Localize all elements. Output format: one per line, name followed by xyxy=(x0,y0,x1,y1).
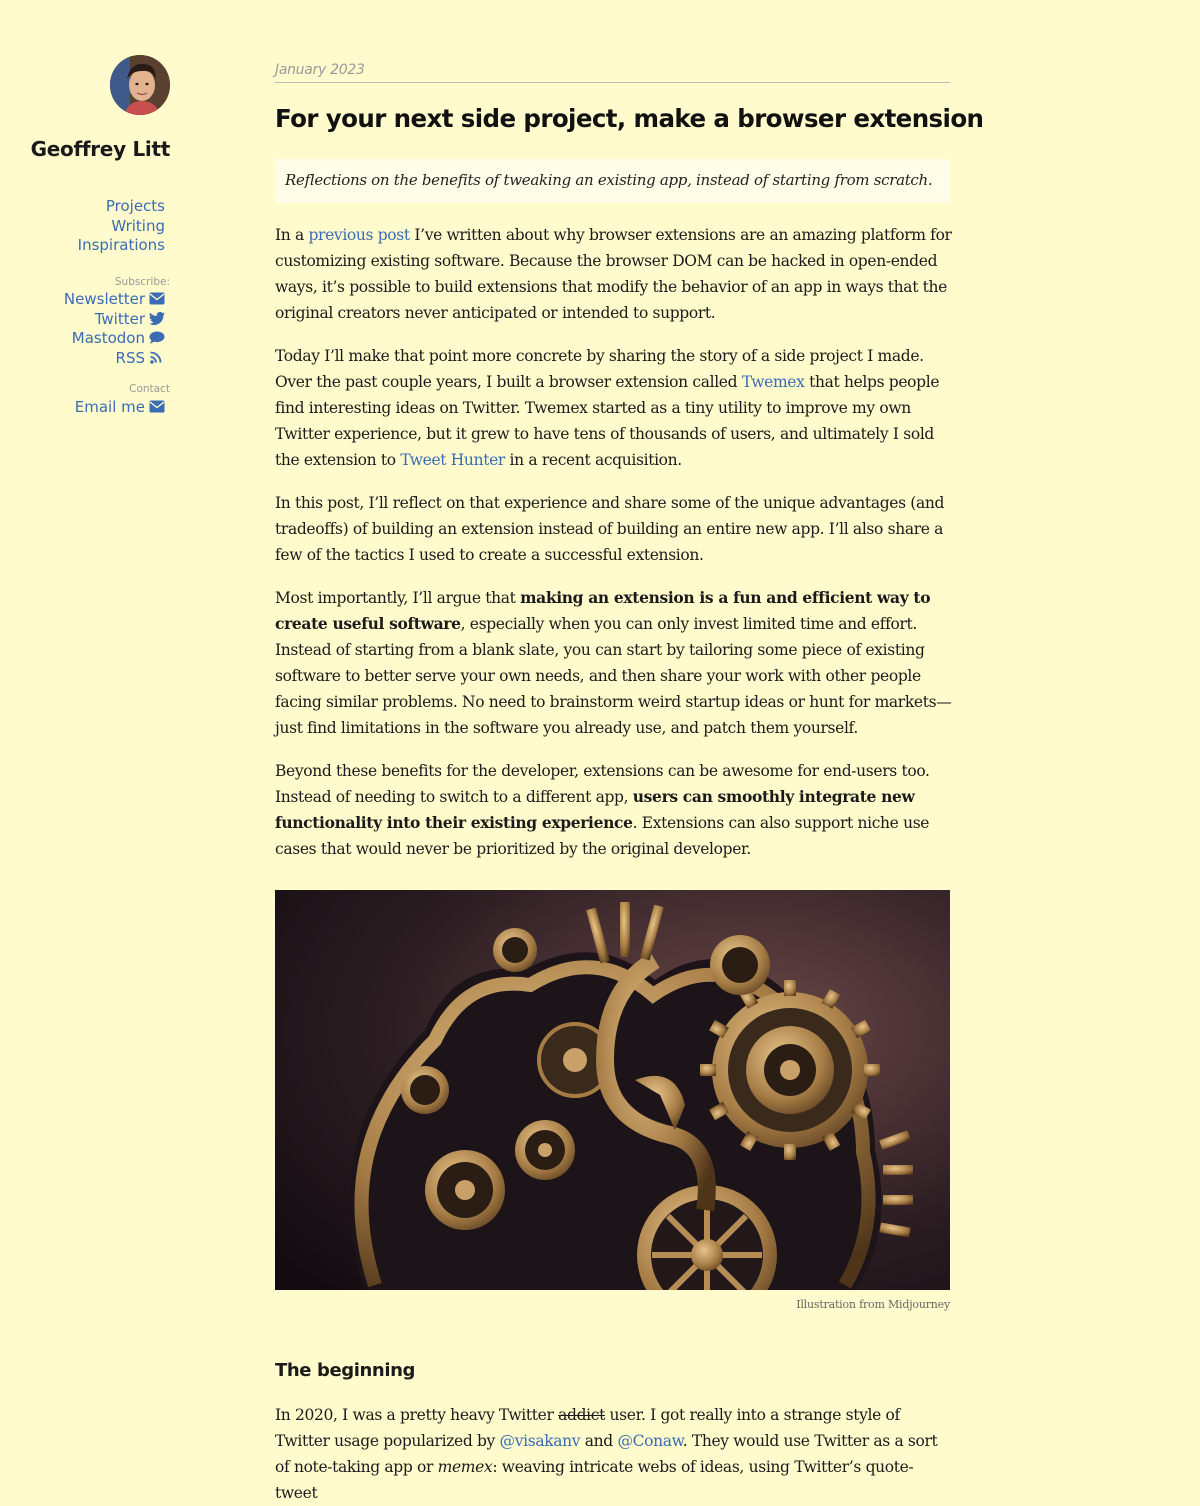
section-heading: The beginning xyxy=(275,1360,416,1381)
gears-illustration xyxy=(275,890,950,1290)
text: In a xyxy=(275,226,309,244)
text: , especially when you can only invest limited time and effort. Instead of starting from a blank slate, you can start by tailoring some piece of existing software to better serve your own needs, and then share your work with other people facing similar problems. No need to brainstorm weird startup ideas or hunt for markets—just find limitations in the software you already use, and patch them yourself. xyxy=(275,615,952,737)
envelope-icon xyxy=(149,400,165,413)
twemex-link[interactable]: Twemex xyxy=(741,373,805,391)
text: Most importantly, I’ll argue that xyxy=(275,589,521,607)
avatar[interactable] xyxy=(110,55,170,115)
nav-writing-link[interactable]: Writing xyxy=(111,216,165,235)
paragraph xyxy=(275,343,955,473)
text: that helps people find interesting ideas on Twitter. Twemex started as a tiny utility to improve my own Twitter experience, but it grew to have tens of thousands of users, and ultimately I sold the extension to xyxy=(275,373,940,469)
illustration-figure xyxy=(275,890,950,1311)
visakanv-link[interactable]: @visakanv xyxy=(499,1432,581,1450)
post-subtitle: Reflections on the benefits of tweaking an existing app, instead of starting from scratch. xyxy=(275,159,950,203)
paragraph: In this post, I’ll reflect on that experience and share some of the unique advantages (and tradeoffs) of building an extension instead of building an entire new app. I’ll also share a few of the tactics I used to create a successful extension. xyxy=(275,494,945,564)
paragraph xyxy=(275,585,955,741)
emphasis: users can smoothly integrate new functionality into their existing experience xyxy=(275,787,915,832)
twitter-icon xyxy=(149,312,165,325)
italic-text: memex xyxy=(437,1458,493,1476)
text: in a recent acquisition. xyxy=(504,451,682,469)
rss-label: RSS xyxy=(115,348,145,367)
text: user. I got really into a strange style of Twitter usage popularized by xyxy=(275,1406,900,1450)
text: . Extensions can also support niche use cases that would never be prioritized by the original developer. xyxy=(275,814,930,858)
mastodon-link[interactable] xyxy=(64,329,165,349)
previous-post-link[interactable]: previous post xyxy=(308,226,410,244)
conaw-link[interactable]: @Conaw xyxy=(617,1432,683,1450)
paragraph xyxy=(275,758,955,862)
strikethrough-text: addict xyxy=(558,1406,605,1424)
section-body xyxy=(275,1402,955,1506)
emphasis: making an extension is a fun and efficient way to create useful software xyxy=(275,588,931,633)
post-body xyxy=(275,222,955,879)
email-link[interactable] xyxy=(75,398,165,418)
twitter-link[interactable] xyxy=(64,310,165,330)
paragraph xyxy=(275,1402,955,1506)
text: and xyxy=(580,1432,618,1450)
text: I’ve written about why browser extensions are an amazing platform for customizing existing software. Because the browser DOM can be hacked in open-ended ways, it’s possible to build extensions that modify the behavior of an app in ways that the original creators never anticipated or intended to support. xyxy=(275,226,952,322)
text: In 2020, I was a pretty heavy Twitter xyxy=(275,1406,559,1424)
text: : weaving intricate webs of ideas, using Twitter’s quote-tweet xyxy=(275,1458,914,1502)
subscribe-label: Subscribe: xyxy=(114,276,170,288)
contact-label: Contact xyxy=(129,383,170,395)
subscribe-list xyxy=(64,290,165,368)
comment-icon xyxy=(149,331,165,344)
rss-icon xyxy=(149,351,165,364)
tweet-hunter-link[interactable]: Tweet Hunter xyxy=(400,451,505,469)
rss-link[interactable] xyxy=(64,349,165,369)
main-nav xyxy=(78,197,165,256)
contact-list xyxy=(75,398,165,418)
twitter-label: Twitter xyxy=(94,309,145,328)
newsletter-label: Newsletter xyxy=(63,290,145,308)
post-title: For your next side project, make a browser extension xyxy=(275,104,984,133)
avatar-image xyxy=(110,55,170,115)
envelope-icon xyxy=(149,292,165,305)
mastodon-label: Mastodon xyxy=(71,329,145,348)
newsletter-link[interactable] xyxy=(64,290,165,310)
figure-caption: Illustration from Midjourney xyxy=(796,1298,950,1311)
text: . They would use Twitter as a sort of note-taking app or xyxy=(275,1432,938,1476)
nav-projects-link[interactable]: Projects xyxy=(105,197,165,215)
text: Today I’ll make that point more concrete by sharing the story of a side project I made. Over the past couple years, I built a browser extension called xyxy=(275,347,924,391)
text: Beyond these benefits for the developer, extensions can be awesome for end-users too. Instead of needing to switch to a different app, xyxy=(275,762,930,806)
post-date: January 2023 xyxy=(275,62,950,83)
nav-inspirations-link[interactable]: Inspirations xyxy=(77,236,165,255)
email-label: Email me xyxy=(74,398,145,416)
paragraph xyxy=(275,222,955,326)
site-name[interactable]: Geoffrey Litt xyxy=(30,137,170,161)
